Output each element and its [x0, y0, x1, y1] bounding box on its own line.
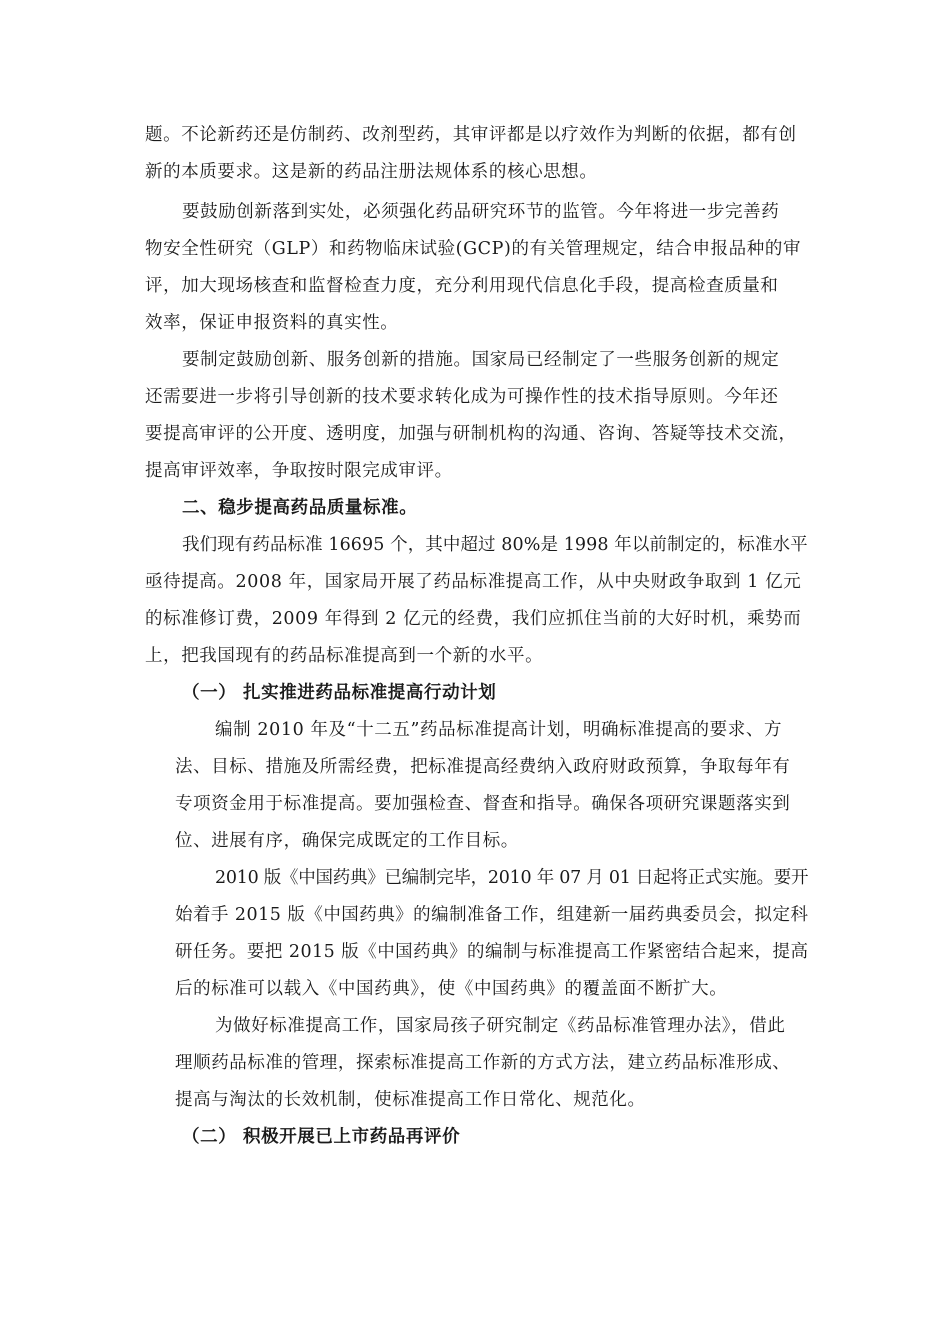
- paragraph-line: 提高审评效率，争取按时限完成审评。: [145, 461, 453, 481]
- paragraph-line: 效率，保证申报资料的真实性。: [145, 313, 399, 333]
- section-heading: 二、稳步提高药品质量标准。: [182, 498, 418, 518]
- paragraph-line: 理顺药品标准的管理，探索标准提高工作新的方式方法，建立药品标准形成、: [175, 1053, 791, 1073]
- paragraph-line: 为做好标准提高工作，国家局孩子研究制定《药品标准管理办法》，借此: [215, 1016, 786, 1036]
- paragraph-line: 还需要进一步将引导创新的技术要求转化成为可操作性的技术指导原则。今年还: [145, 387, 779, 407]
- subsection-heading: （一） 扎实推进药品标准提高行动计划: [182, 683, 497, 703]
- paragraph-line: 位、进展有序，确保完成既定的工作目标。: [175, 831, 519, 851]
- paragraph-line: 要提高审评的公开度、透明度，加强与研制机构的沟通、咨询、答疑等技术交流，: [145, 424, 797, 444]
- subsection-heading: （二） 积极开展已上市药品再评价: [182, 1127, 461, 1147]
- paragraph-line: 我们现有药品标准 16695 个，其中超过 80%是 1998 年以前制定的，标准水平: [182, 535, 808, 555]
- paragraph-line: 题。不论新药还是仿制药、改剂型药，其审评都是以疗效作为判断的依据，都有创: [145, 125, 797, 145]
- paragraph-line: 编制 2010 年及“十二五”药品标准提高计划，明确标准提高的要求、方: [215, 720, 783, 740]
- paragraph-line: 要制定鼓励创新、服务创新的措施。国家局已经制定了一些服务创新的规定: [182, 350, 780, 370]
- paragraph-line: 提高与淘汰的长效机制，使标准提高工作日常化、规范化。: [175, 1090, 646, 1110]
- paragraph-line: 2010 版《中国药典》已编制完毕，2010 年 07 月 01 日起将正式实施。要开: [215, 868, 809, 888]
- paragraph-line: 要鼓励创新落到实处，必须强化药品研究环节的监管。今年将进一步完善药: [182, 202, 780, 222]
- paragraph-line: 法、目标、措施及所需经费，把标准提高经费纳入政府财政预算，争取每年有: [175, 757, 791, 777]
- paragraph-line: 上，把我国现有的药品标准提高到一个新的水平。: [145, 646, 544, 666]
- paragraph-line: 物安全性研究（GLP）和药物临床试验(GCP)的有关管理规定，结合申报品种的审: [145, 239, 802, 259]
- paragraph-line: 的标准修订费，2009 年得到 2 亿元的经费，我们应抓住当前的大好时机，乘势而: [145, 609, 802, 629]
- paragraph-line: 后的标准可以载入《中国药典》，使《中国药典》的覆盖面不断扩大。: [175, 979, 728, 999]
- paragraph-line: 新的本质要求。这是新的药品注册法规体系的核心思想。: [145, 162, 598, 182]
- paragraph-line: 始着手 2015 版《中国药典》的编制准备工作，组建新一届药典委员会，拟定科: [175, 905, 809, 925]
- paragraph-line: 亟待提高。2008 年，国家局开展了药品标准提高工作，从中央财政争取到 1 亿元: [145, 572, 802, 592]
- paragraph-line: 评，加大现场核查和监督检查力度，充分利用现代信息化手段，提高检查质量和: [145, 276, 779, 296]
- paragraph-line: 专项资金用于标准提高。要加强检查、督查和指导。确保各项研究课题落实到: [175, 794, 791, 814]
- paragraph-line: 研任务。要把 2015 版《中国药典》的编制与标准提高工作紧密结合起来，提高: [175, 942, 809, 962]
